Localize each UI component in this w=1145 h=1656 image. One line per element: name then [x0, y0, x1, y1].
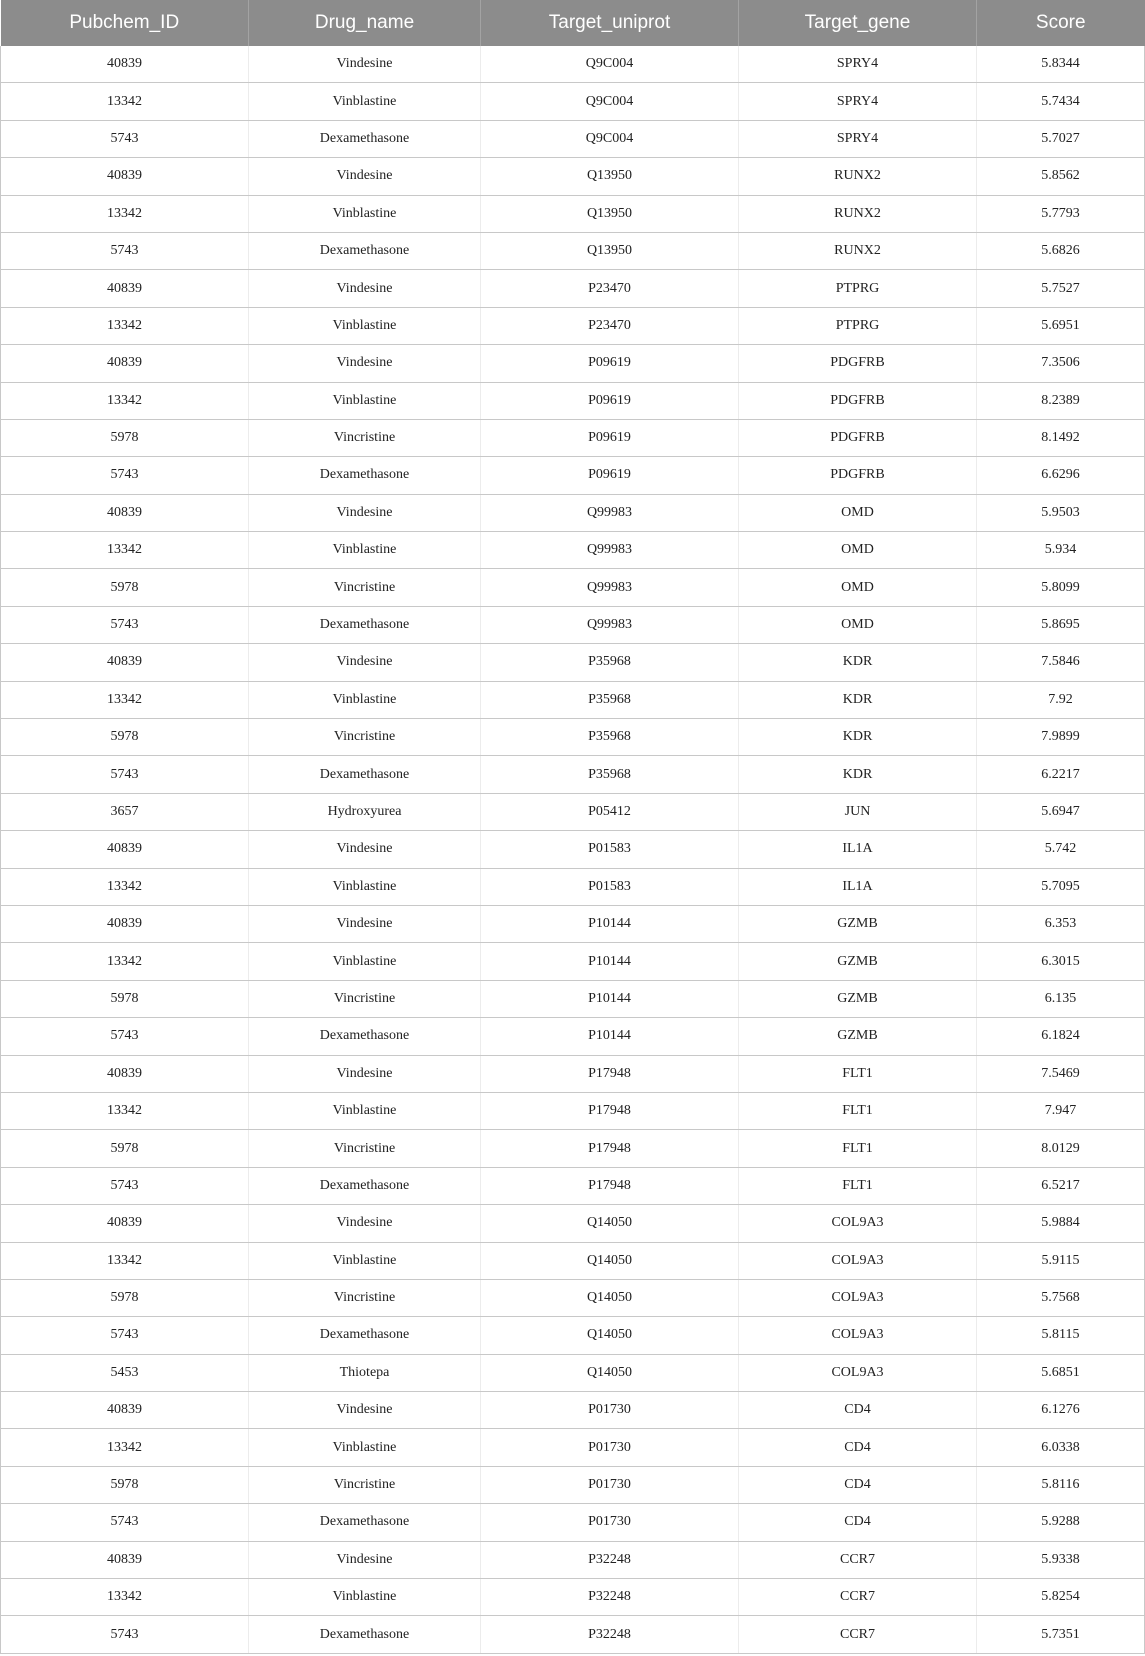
- cell-target-uniprot: Q14050: [481, 1242, 739, 1279]
- cell-target-uniprot: P23470: [481, 270, 739, 307]
- table-row: [1, 46, 1145, 83]
- cell-target-uniprot: Q9C004: [481, 46, 739, 83]
- table-row: [1, 494, 1145, 531]
- cell-target-gene: COL9A3: [739, 1242, 977, 1279]
- table-row: [1, 307, 1145, 344]
- cell-target-gene: CD4: [739, 1429, 977, 1466]
- cell-target-gene: SPRY4: [739, 83, 977, 120]
- table-row: [1, 1541, 1145, 1578]
- cell-target-uniprot: P05412: [481, 793, 739, 830]
- cell-pubchem-id: 40839: [1, 46, 249, 83]
- cell-target-gene: KDR: [739, 756, 977, 793]
- cell-target-gene: PDGFRB: [739, 345, 977, 382]
- cell-target-gene: RUNX2: [739, 195, 977, 232]
- cell-target-gene: PDGFRB: [739, 382, 977, 419]
- table-row: [1, 1392, 1145, 1429]
- table-row: [1, 905, 1145, 942]
- cell-score: 6.3015: [977, 943, 1145, 980]
- table-row: [1, 1092, 1145, 1129]
- cell-drug-name: Vincristine: [249, 1466, 481, 1503]
- header-target-gene: Target_gene: [739, 0, 977, 46]
- cell-drug-name: Vindesine: [249, 1541, 481, 1578]
- cell-target-uniprot: P01583: [481, 868, 739, 905]
- cell-target-uniprot: P10144: [481, 905, 739, 942]
- cell-target-uniprot: P10144: [481, 980, 739, 1017]
- cell-score: 5.7434: [977, 83, 1145, 120]
- cell-target-gene: CD4: [739, 1466, 977, 1503]
- cell-drug-name: Dexamethasone: [249, 120, 481, 157]
- cell-target-gene: PDGFRB: [739, 457, 977, 494]
- cell-pubchem-id: 5743: [1, 232, 249, 269]
- cell-drug-name: Vinblastine: [249, 83, 481, 120]
- cell-score: 5.8562: [977, 158, 1145, 195]
- cell-score: 7.5469: [977, 1055, 1145, 1092]
- cell-drug-name: Vincristine: [249, 980, 481, 1017]
- cell-target-gene: CCR7: [739, 1541, 977, 1578]
- cell-target-uniprot: P10144: [481, 1018, 739, 1055]
- cell-drug-name: Vinblastine: [249, 1242, 481, 1279]
- cell-target-uniprot: P09619: [481, 419, 739, 456]
- cell-target-gene: SPRY4: [739, 120, 977, 157]
- cell-pubchem-id: 3657: [1, 793, 249, 830]
- cell-pubchem-id: 5978: [1, 419, 249, 456]
- cell-target-gene: COL9A3: [739, 1354, 977, 1391]
- cell-drug-name: Vindesine: [249, 1205, 481, 1242]
- cell-score: 7.92: [977, 681, 1145, 718]
- cell-pubchem-id: 5978: [1, 569, 249, 606]
- table-row: [1, 569, 1145, 606]
- table-row: [1, 1055, 1145, 1092]
- cell-target-gene: FLT1: [739, 1092, 977, 1129]
- cell-target-gene: SPRY4: [739, 46, 977, 83]
- cell-pubchem-id: 40839: [1, 494, 249, 531]
- cell-target-uniprot: P35968: [481, 644, 739, 681]
- cell-target-gene: COL9A3: [739, 1317, 977, 1354]
- cell-pubchem-id: 40839: [1, 270, 249, 307]
- table-row: [1, 1616, 1145, 1653]
- cell-drug-name: Thiotepa: [249, 1354, 481, 1391]
- cell-pubchem-id: 5743: [1, 756, 249, 793]
- cell-drug-name: Vinblastine: [249, 1092, 481, 1129]
- cell-pubchem-id: 13342: [1, 1429, 249, 1466]
- cell-target-uniprot: Q9C004: [481, 120, 739, 157]
- cell-score: 5.8254: [977, 1579, 1145, 1616]
- cell-target-uniprot: P35968: [481, 719, 739, 756]
- cell-target-uniprot: P32248: [481, 1541, 739, 1578]
- cell-pubchem-id: 13342: [1, 382, 249, 419]
- cell-target-uniprot: P17948: [481, 1092, 739, 1129]
- cell-drug-name: Dexamethasone: [249, 1317, 481, 1354]
- cell-drug-name: Vinblastine: [249, 1429, 481, 1466]
- cell-score: 5.8344: [977, 46, 1145, 83]
- cell-target-gene: FLT1: [739, 1130, 977, 1167]
- cell-score: 7.3506: [977, 345, 1145, 382]
- cell-pubchem-id: 13342: [1, 1579, 249, 1616]
- cell-target-uniprot: Q13950: [481, 158, 739, 195]
- cell-target-gene: FLT1: [739, 1167, 977, 1204]
- cell-pubchem-id: 5978: [1, 1130, 249, 1167]
- cell-drug-name: Vindesine: [249, 905, 481, 942]
- table-row: [1, 532, 1145, 569]
- cell-score: 5.7095: [977, 868, 1145, 905]
- cell-target-gene: RUNX2: [739, 158, 977, 195]
- cell-target-gene: COL9A3: [739, 1279, 977, 1316]
- cell-score: 5.934: [977, 532, 1145, 569]
- cell-target-gene: CD4: [739, 1504, 977, 1541]
- cell-target-uniprot: Q14050: [481, 1205, 739, 1242]
- table-row: [1, 1466, 1145, 1503]
- cell-target-gene: OMD: [739, 569, 977, 606]
- cell-pubchem-id: 5453: [1, 1354, 249, 1391]
- cell-pubchem-id: 13342: [1, 943, 249, 980]
- cell-target-gene: GZMB: [739, 980, 977, 1017]
- cell-target-uniprot: P17948: [481, 1167, 739, 1204]
- cell-score: 5.9884: [977, 1205, 1145, 1242]
- cell-score: 6.6296: [977, 457, 1145, 494]
- cell-drug-name: Vincristine: [249, 419, 481, 456]
- cell-pubchem-id: 40839: [1, 905, 249, 942]
- cell-pubchem-id: 13342: [1, 83, 249, 120]
- cell-drug-name: Vincristine: [249, 569, 481, 606]
- cell-target-uniprot: P17948: [481, 1130, 739, 1167]
- cell-target-uniprot: Q13950: [481, 232, 739, 269]
- cell-drug-name: Dexamethasone: [249, 1018, 481, 1055]
- cell-target-gene: IL1A: [739, 868, 977, 905]
- cell-target-gene: KDR: [739, 681, 977, 718]
- cell-drug-name: Dexamethasone: [249, 457, 481, 494]
- cell-drug-name: Hydroxyurea: [249, 793, 481, 830]
- cell-target-uniprot: Q99983: [481, 532, 739, 569]
- cell-drug-name: Vindesine: [249, 831, 481, 868]
- table-row: [1, 1018, 1145, 1055]
- table-row: [1, 831, 1145, 868]
- table-row: [1, 1130, 1145, 1167]
- cell-pubchem-id: 40839: [1, 1392, 249, 1429]
- table-row: [1, 1317, 1145, 1354]
- cell-score: 6.2217: [977, 756, 1145, 793]
- cell-drug-name: Vinblastine: [249, 868, 481, 905]
- table-row: [1, 270, 1145, 307]
- table-row: [1, 1504, 1145, 1541]
- header-score: Score: [977, 0, 1145, 46]
- header-pubchem-id: Pubchem_ID: [1, 0, 249, 46]
- header-target-uniprot: Target_uniprot: [481, 0, 739, 46]
- cell-pubchem-id: 5978: [1, 980, 249, 1017]
- cell-score: 5.8695: [977, 606, 1145, 643]
- table-row: [1, 382, 1145, 419]
- cell-score: 5.6951: [977, 307, 1145, 344]
- table-row: [1, 681, 1145, 718]
- cell-score: 6.5217: [977, 1167, 1145, 1204]
- cell-target-gene: PTPRG: [739, 307, 977, 344]
- cell-target-uniprot: P10144: [481, 943, 739, 980]
- cell-target-gene: COL9A3: [739, 1205, 977, 1242]
- table-row: [1, 1242, 1145, 1279]
- cell-score: 8.1492: [977, 419, 1145, 456]
- cell-drug-name: Vinblastine: [249, 943, 481, 980]
- cell-score: 5.6826: [977, 232, 1145, 269]
- cell-score: 5.9288: [977, 1504, 1145, 1541]
- table-row: [1, 232, 1145, 269]
- cell-score: 6.353: [977, 905, 1145, 942]
- cell-drug-name: Vinblastine: [249, 532, 481, 569]
- cell-target-gene: JUN: [739, 793, 977, 830]
- cell-score: 5.7027: [977, 120, 1145, 157]
- cell-target-gene: OMD: [739, 494, 977, 531]
- table-row: [1, 158, 1145, 195]
- cell-pubchem-id: 13342: [1, 307, 249, 344]
- cell-drug-name: Vinblastine: [249, 1579, 481, 1616]
- cell-drug-name: Vindesine: [249, 270, 481, 307]
- table-row: [1, 1205, 1145, 1242]
- table-row: [1, 345, 1145, 382]
- cell-target-gene: CD4: [739, 1392, 977, 1429]
- cell-target-gene: OMD: [739, 532, 977, 569]
- table-row: [1, 756, 1145, 793]
- cell-target-uniprot: Q99983: [481, 494, 739, 531]
- cell-pubchem-id: 5978: [1, 1279, 249, 1316]
- cell-target-uniprot: P01730: [481, 1466, 739, 1503]
- cell-score: 6.1824: [977, 1018, 1145, 1055]
- cell-score: 7.947: [977, 1092, 1145, 1129]
- cell-target-uniprot: P35968: [481, 756, 739, 793]
- cell-target-uniprot: P01730: [481, 1504, 739, 1541]
- cell-target-gene: GZMB: [739, 905, 977, 942]
- cell-score: 6.1276: [977, 1392, 1145, 1429]
- cell-drug-name: Dexamethasone: [249, 1167, 481, 1204]
- cell-pubchem-id: 5743: [1, 457, 249, 494]
- cell-pubchem-id: 40839: [1, 1541, 249, 1578]
- cell-drug-name: Vinblastine: [249, 195, 481, 232]
- cell-score: 5.9503: [977, 494, 1145, 531]
- cell-pubchem-id: 5978: [1, 1466, 249, 1503]
- cell-drug-name: Vindesine: [249, 158, 481, 195]
- table-row: [1, 1354, 1145, 1391]
- cell-pubchem-id: 5978: [1, 719, 249, 756]
- cell-target-uniprot: Q14050: [481, 1317, 739, 1354]
- cell-pubchem-id: 13342: [1, 532, 249, 569]
- cell-pubchem-id: 13342: [1, 868, 249, 905]
- table-row: [1, 980, 1145, 1017]
- cell-drug-name: Dexamethasone: [249, 1504, 481, 1541]
- cell-drug-name: Vincristine: [249, 719, 481, 756]
- table-body: [1, 46, 1145, 1653]
- cell-pubchem-id: 5743: [1, 1018, 249, 1055]
- cell-score: 8.2389: [977, 382, 1145, 419]
- cell-drug-name: Dexamethasone: [249, 606, 481, 643]
- cell-score: 5.7568: [977, 1279, 1145, 1316]
- cell-target-uniprot: Q14050: [481, 1279, 739, 1316]
- cell-pubchem-id: 13342: [1, 1242, 249, 1279]
- cell-score: 5.8116: [977, 1466, 1145, 1503]
- table-header: [1, 0, 1145, 46]
- cell-target-uniprot: P09619: [481, 382, 739, 419]
- cell-target-uniprot: Q99983: [481, 606, 739, 643]
- cell-drug-name: Vindesine: [249, 644, 481, 681]
- cell-target-gene: OMD: [739, 606, 977, 643]
- cell-score: 5.6851: [977, 1354, 1145, 1391]
- cell-pubchem-id: 5743: [1, 1167, 249, 1204]
- cell-target-uniprot: Q14050: [481, 1354, 739, 1391]
- cell-target-uniprot: P01583: [481, 831, 739, 868]
- cell-drug-name: Vinblastine: [249, 681, 481, 718]
- cell-score: 5.7793: [977, 195, 1145, 232]
- cell-target-gene: GZMB: [739, 943, 977, 980]
- cell-score: 5.9115: [977, 1242, 1145, 1279]
- cell-pubchem-id: 40839: [1, 1055, 249, 1092]
- cell-score: 5.7351: [977, 1616, 1145, 1653]
- cell-score: 6.0338: [977, 1429, 1145, 1466]
- cell-drug-name: Dexamethasone: [249, 1616, 481, 1653]
- cell-target-uniprot: P35968: [481, 681, 739, 718]
- cell-score: 5.8099: [977, 569, 1145, 606]
- cell-pubchem-id: 13342: [1, 195, 249, 232]
- cell-pubchem-id: 40839: [1, 158, 249, 195]
- cell-drug-name: Vindesine: [249, 494, 481, 531]
- table-row: [1, 83, 1145, 120]
- cell-score: 5.9338: [977, 1541, 1145, 1578]
- cell-drug-name: Vinblastine: [249, 307, 481, 344]
- cell-drug-name: Vindesine: [249, 46, 481, 83]
- table-row: [1, 606, 1145, 643]
- cell-score: 5.742: [977, 831, 1145, 868]
- cell-target-gene: KDR: [739, 644, 977, 681]
- cell-score: 8.0129: [977, 1130, 1145, 1167]
- cell-score: 5.6947: [977, 793, 1145, 830]
- cell-drug-name: Vindesine: [249, 345, 481, 382]
- cell-drug-name: Vindesine: [249, 1392, 481, 1429]
- table-row: [1, 644, 1145, 681]
- cell-target-uniprot: P01730: [481, 1429, 739, 1466]
- cell-target-gene: PDGFRB: [739, 419, 977, 456]
- cell-target-gene: PTPRG: [739, 270, 977, 307]
- cell-target-gene: KDR: [739, 719, 977, 756]
- cell-target-uniprot: Q99983: [481, 569, 739, 606]
- cell-score: 7.9899: [977, 719, 1145, 756]
- cell-pubchem-id: 40839: [1, 345, 249, 382]
- cell-score: 5.8115: [977, 1317, 1145, 1354]
- table-row: [1, 419, 1145, 456]
- cell-score: 5.7527: [977, 270, 1145, 307]
- table-row: [1, 195, 1145, 232]
- cell-target-uniprot: Q13950: [481, 195, 739, 232]
- cell-target-gene: CCR7: [739, 1579, 977, 1616]
- cell-target-gene: IL1A: [739, 831, 977, 868]
- table-row: [1, 120, 1145, 157]
- cell-drug-name: Vincristine: [249, 1279, 481, 1316]
- cell-pubchem-id: 5743: [1, 606, 249, 643]
- cell-pubchem-id: 5743: [1, 1504, 249, 1541]
- header-drug-name: Drug_name: [249, 0, 481, 46]
- cell-pubchem-id: 40839: [1, 1205, 249, 1242]
- table-row: [1, 719, 1145, 756]
- table-row: [1, 868, 1145, 905]
- cell-target-uniprot: P09619: [481, 457, 739, 494]
- cell-pubchem-id: 40839: [1, 644, 249, 681]
- table-row: [1, 943, 1145, 980]
- cell-target-uniprot: P23470: [481, 307, 739, 344]
- table-row: [1, 457, 1145, 494]
- cell-pubchem-id: 5743: [1, 120, 249, 157]
- cell-target-uniprot: P32248: [481, 1579, 739, 1616]
- cell-target-uniprot: Q9C004: [481, 83, 739, 120]
- cell-target-uniprot: P09619: [481, 345, 739, 382]
- cell-target-gene: GZMB: [739, 1018, 977, 1055]
- cell-target-gene: CCR7: [739, 1616, 977, 1653]
- cell-pubchem-id: 40839: [1, 831, 249, 868]
- cell-pubchem-id: 5743: [1, 1317, 249, 1354]
- table-row: [1, 1579, 1145, 1616]
- table-row: [1, 793, 1145, 830]
- cell-target-uniprot: P01730: [481, 1392, 739, 1429]
- cell-pubchem-id: 13342: [1, 681, 249, 718]
- cell-pubchem-id: 13342: [1, 1092, 249, 1129]
- header-row: [1, 0, 1145, 46]
- cell-score: 6.135: [977, 980, 1145, 1017]
- table-row: [1, 1167, 1145, 1204]
- cell-drug-name: Dexamethasone: [249, 232, 481, 269]
- cell-score: 7.5846: [977, 644, 1145, 681]
- cell-target-uniprot: P32248: [481, 1616, 739, 1653]
- cell-pubchem-id: 5743: [1, 1616, 249, 1653]
- cell-drug-name: Vindesine: [249, 1055, 481, 1092]
- cell-target-gene: RUNX2: [739, 232, 977, 269]
- cell-target-uniprot: P17948: [481, 1055, 739, 1092]
- cell-target-gene: FLT1: [739, 1055, 977, 1092]
- table-row: [1, 1429, 1145, 1466]
- cell-drug-name: Vinblastine: [249, 382, 481, 419]
- table-row: [1, 1279, 1145, 1316]
- cell-drug-name: Vincristine: [249, 1130, 481, 1167]
- cell-drug-name: Dexamethasone: [249, 756, 481, 793]
